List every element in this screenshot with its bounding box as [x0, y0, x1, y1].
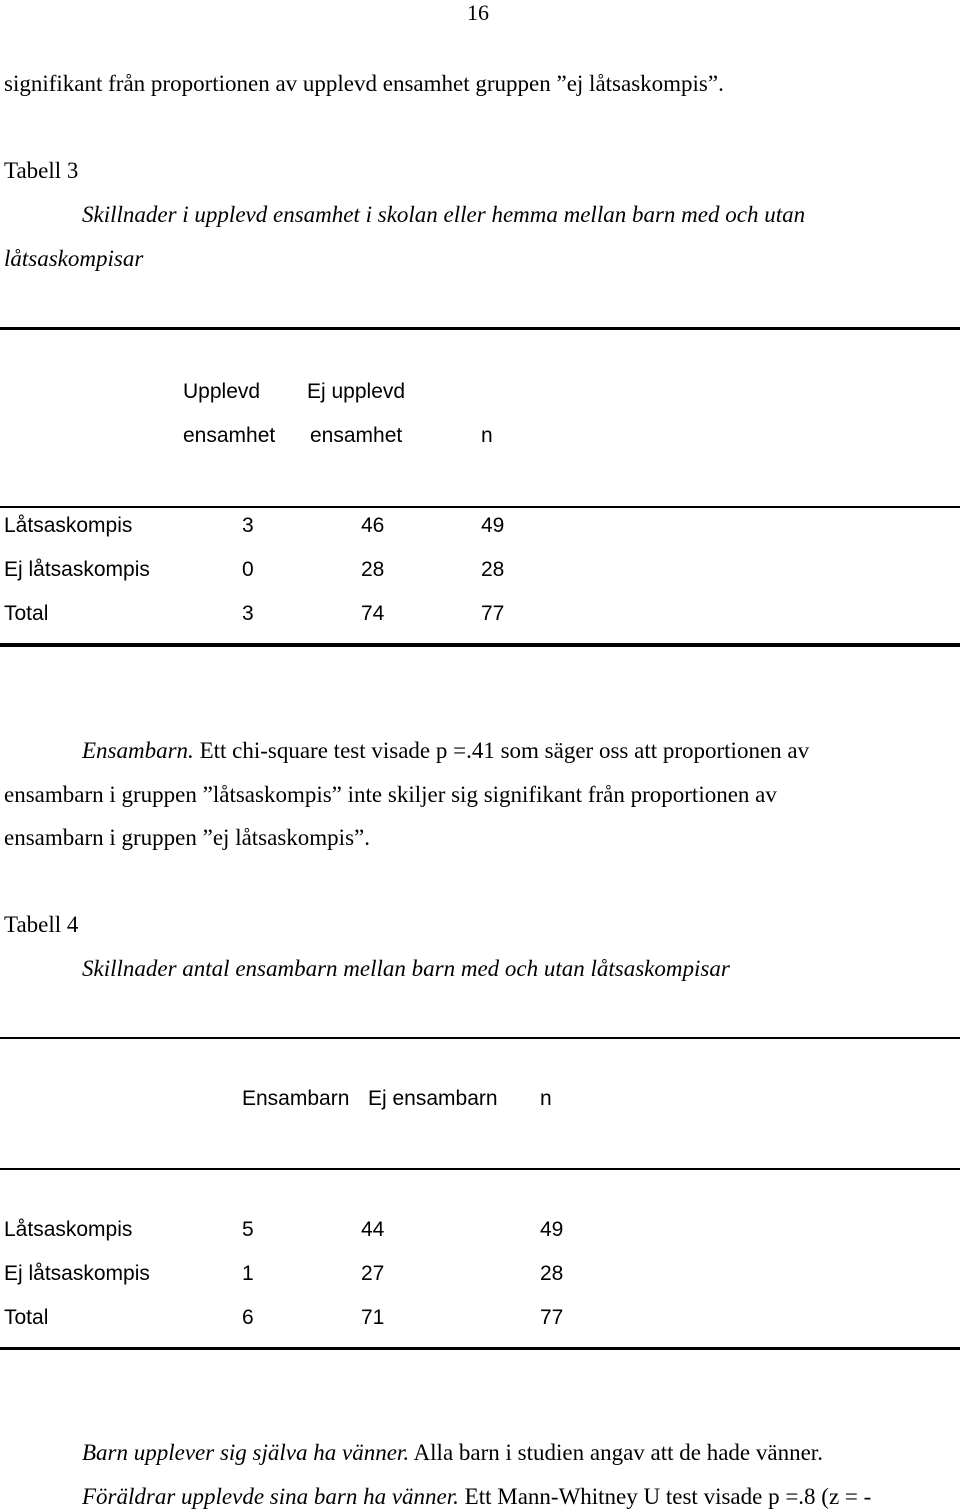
table4-bottom-rule: [0, 1347, 960, 1350]
table4-cell: 6: [242, 1306, 254, 1329]
table3-cell: 28: [361, 558, 385, 581]
table3-cell: 3: [242, 514, 254, 537]
table4-cell: 5: [242, 1218, 254, 1241]
table4-row-label: Total: [4, 1306, 49, 1329]
table3-cell: 28: [481, 558, 505, 581]
paragraph2-line2-rest: Ett Mann-Whitney U test visade p =.8 (z = -: [458, 1484, 872, 1509]
table3-bottom-rule: [0, 643, 960, 647]
paragraph1-line1: [82, 739, 809, 762]
table4-cell: 28: [540, 1262, 564, 1285]
table3-cell: 3: [242, 602, 254, 625]
table4-cell: 71: [361, 1306, 385, 1329]
paragraph1-lead: Ensambarn.: [82, 738, 194, 763]
table3-header-col1-line1: Upplevd: [183, 380, 261, 403]
table4-caption: Skillnader antal ensambarn mellan barn med och utan låtsaskompisar: [82, 956, 730, 981]
table3-header-col2-line1: Ej upplevd: [307, 380, 406, 403]
paragraph2-line1-lead: Barn upplever sig själva ha vänner.: [82, 1440, 410, 1465]
paragraph2-line1-rest: Alla barn i studien angav att de hade vänner.: [409, 1440, 823, 1465]
table3-header-col1-line2: ensamhet: [183, 424, 276, 447]
table3-cell: 74: [361, 602, 385, 625]
table3-row-label: Total: [4, 602, 49, 625]
paragraph1-line2: ensambarn i gruppen ”låtsaskompis” inte skiljer sig signifikant från proportionen av: [4, 782, 777, 807]
table3-row-label: Låtsaskompis: [4, 514, 133, 537]
table4-header-col2: Ej ensambarn: [368, 1087, 498, 1110]
table4-top-rule: [0, 1037, 960, 1039]
paragraph2-line2: [82, 1485, 871, 1508]
paragraph2-line2-lead: Föräldrar upplevde sina barn ha vänner.: [82, 1484, 459, 1509]
table3-caption-line2: låtsaskompisar: [4, 246, 144, 271]
table3-cell: 77: [481, 602, 505, 625]
table3-header-n: n: [481, 424, 493, 447]
table4-cell: 49: [540, 1218, 564, 1241]
page-number: 16: [467, 0, 489, 25]
table3-top-rule: [0, 327, 960, 330]
paragraph1-line1-rest: Ett chi-square test visade p =.41 som säger oss att proportionen av: [193, 738, 810, 763]
table4-cell: 27: [361, 1262, 385, 1285]
table4-row-label: Låtsaskompis: [4, 1218, 133, 1241]
table3-row-label: Ej låtsaskompis: [4, 558, 150, 581]
table3-cell: 49: [481, 514, 505, 537]
table3-cell: 46: [361, 514, 385, 537]
paragraph1-line3: ensambarn i gruppen ”ej låtsaskompis”.: [4, 825, 370, 850]
table4-cell: 44: [361, 1218, 385, 1241]
intro-text: signifikant från proportionen av upplevd ensamhet gruppen ”ej låtsaskompis”.: [4, 71, 724, 96]
table4-cell: 1: [242, 1262, 254, 1285]
table3-header-rule: [0, 506, 960, 508]
table3-caption-line1: Skillnader i upplevd ensamhet i skolan eller hemma mellan barn med och utan: [82, 202, 806, 227]
table4-label: Tabell 4: [4, 912, 79, 937]
table4-cell: 77: [540, 1306, 564, 1329]
table4-header-col1: Ensambarn: [242, 1087, 350, 1110]
table3-cell: 0: [242, 558, 254, 581]
table4-header-rule: [0, 1168, 960, 1170]
paragraph2-line1: [82, 1441, 823, 1464]
table4-header-n: n: [540, 1087, 552, 1110]
table3-label: Tabell 3: [4, 158, 79, 183]
table3-header-col2-line2: ensamhet: [310, 424, 403, 447]
table4-row-label: Ej låtsaskompis: [4, 1262, 150, 1285]
